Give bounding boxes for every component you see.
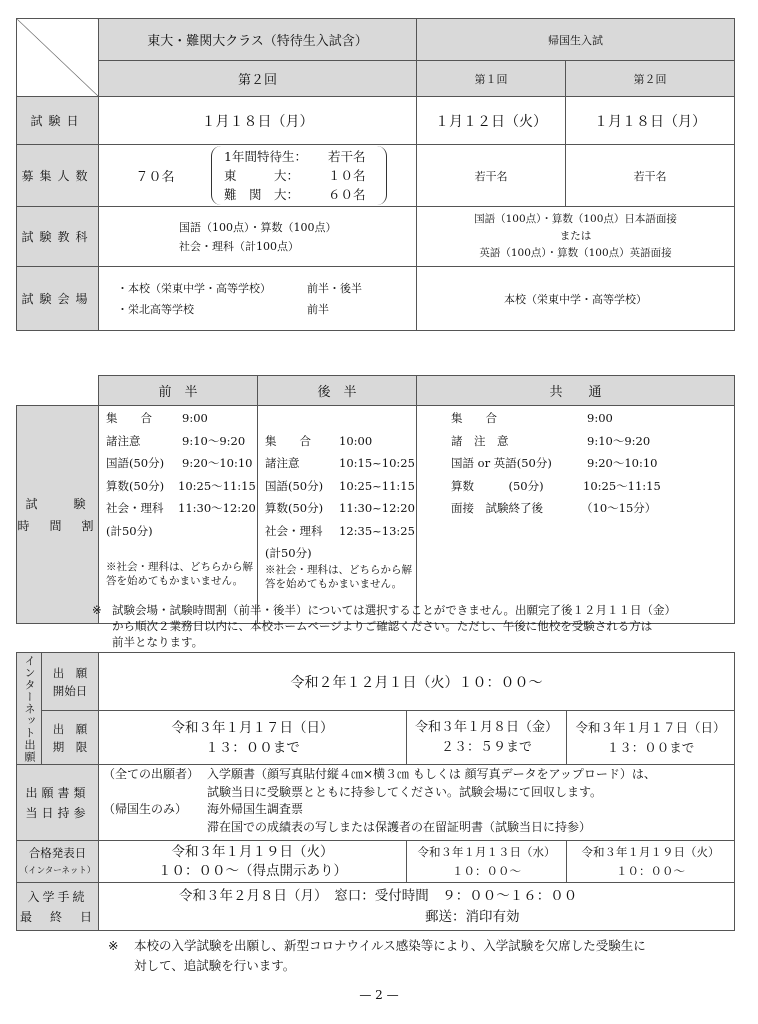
schedule-time: 9:00	[587, 411, 613, 425]
entrance-exam-overview-table	[16, 18, 735, 331]
capacity-value: １０名	[328, 168, 366, 183]
docs-all-line1: 入学願書（顔写真貼付縦４㎝×横３㎝ もしくは 顔写真データをアップロード）は、	[207, 767, 656, 781]
schedule-time: 9:10～9:20	[182, 433, 246, 448]
row-label-deadline-line1: 出 願	[52, 721, 88, 736]
row-label-documents	[17, 765, 99, 841]
deadline-kikoku-1-date: 令和３年１月８日（金）	[414, 719, 558, 735]
row-label-result-line1: 合格発表日	[28, 845, 87, 860]
schedule-item: (計50分)	[265, 546, 312, 560]
note2-text	[134, 936, 714, 976]
schedule-item: 算数(50分)	[265, 501, 324, 515]
row-label-subjects: 試験教科	[17, 207, 99, 267]
timetable-label-line1: 試 験	[25, 496, 90, 511]
capacity-kikoku-2: 若干名	[566, 145, 735, 207]
docs-kikoku-line1: 海外帰国生調査票	[207, 802, 304, 816]
row-label-venue: 試験会場	[17, 267, 99, 331]
row-label-deadline-line2: 期 限	[52, 739, 88, 754]
deadline-todai-date: 令和３年１月１７日（日）	[171, 719, 334, 736]
schedule-time: 10:25～11:15	[583, 478, 661, 493]
result-todai-time: １０：００～（得点開示あり）	[158, 862, 347, 879]
capacity-value: 若干名	[328, 149, 366, 164]
deadline-kikoku-1	[407, 711, 567, 765]
note1-text	[112, 602, 712, 650]
deadline-kikoku-2	[567, 711, 735, 765]
exam-date-kikoku-2: １月１８日（月）	[566, 97, 735, 145]
venue-sakaekita: ・栄北高等学校	[117, 302, 194, 316]
schedule-item: 集 合	[106, 411, 152, 425]
venue-todai	[99, 267, 417, 331]
note1-mark: ※	[92, 603, 102, 617]
schedule-time: 9:20～10:10	[587, 456, 658, 470]
schedule-item: 算数 (50分)	[451, 478, 544, 493]
subjects-todai-line1: 国語（100点）・算数（100点）	[179, 220, 337, 234]
note1-line2: から順次２業務日以内に、本校ホームページよりご確認ください。ただし、午後に他校を受験される方は	[112, 619, 653, 633]
capacity-key: 難 関 大：	[224, 187, 300, 202]
schedule-time: （10～15分）	[581, 501, 657, 515]
schedule-item: 国語 or 英語(50分)	[451, 456, 552, 470]
result-todai-date: 令和３年１月１９日（火）	[171, 843, 334, 860]
schedule-item: 社会・理科	[106, 501, 164, 515]
schedule-time: 10:00	[339, 433, 373, 448]
header-corner-cell	[17, 19, 99, 97]
row-label-deadline	[42, 711, 99, 765]
header-todai-round2: 第２回	[99, 61, 417, 97]
timetable-row-label	[17, 406, 99, 624]
row-label-start-line2: 開始日	[52, 683, 88, 698]
docs-kikoku-tag: （帰国生のみ）	[103, 802, 188, 816]
schedule-time: 12:35~13:25	[339, 523, 415, 538]
docs-all-tag: （全ての出願者）	[103, 767, 200, 781]
page-number: — 2 —	[359, 988, 399, 1002]
schedule-item: 国語(50分)	[106, 456, 165, 470]
schedule-item: 面接 試験終了後	[451, 501, 543, 515]
timetable-label-line2: 時 間 割	[17, 518, 98, 533]
enrollment-deadline-line1: 令和３年２月８日（月） 窓口：受付時間 ９：００～１６：００	[179, 887, 578, 904]
row-label-enrollment	[17, 883, 99, 931]
docs-all-line2: 試験当日に受験票とともに持参してください。試験会場にて回収します。	[207, 784, 603, 799]
header-todai-class: 東大・難関大クラス（特待生入試含）	[99, 19, 417, 61]
capacity-kikoku-1: 若干名	[417, 145, 566, 207]
timetable-kohan-note: ※社会・理科は、どちらから解答を始めてもかまいません。	[265, 563, 412, 590]
timetable-header-kohan: 後 半	[258, 376, 417, 406]
internet-application-label	[17, 653, 42, 765]
venue-kikoku: 本校（栄東中学・高等学校）	[417, 267, 735, 331]
capacity-breakdown	[211, 146, 387, 205]
timetable-zenhan	[99, 406, 258, 624]
row-label-documents-line2: 当日持参	[25, 805, 90, 820]
enrollment-deadline-line2: 郵送：消印有効	[425, 908, 520, 925]
exam-date-todai: １月１８日（月）	[99, 97, 417, 145]
subjects-kikoku-line3: 英語（100点）・算数（100点）英語面接	[479, 247, 672, 259]
timetable-kyotsu	[417, 406, 735, 624]
schedule-item: 諸 注 意	[451, 433, 509, 448]
venue-main-session: 前半・後半	[307, 281, 362, 295]
timetable-corner	[17, 376, 99, 406]
timetable-kohan	[258, 406, 417, 624]
venue-sakaekita-session: 前半	[307, 302, 329, 316]
application-start-date: 令和２年１２月１日（火）１０：００～	[99, 653, 735, 711]
result-kikoku-1-time: １０：００～	[452, 863, 521, 878]
note2-mark: ※	[108, 938, 119, 953]
header-kikoku-round1: 第１回	[417, 61, 566, 97]
result-kikoku-2-date: 令和３年１月１９日（火）	[581, 844, 720, 859]
schedule-item: 諸注意	[265, 456, 300, 470]
schedule-item: 諸注意	[106, 433, 141, 448]
row-label-start	[42, 653, 99, 711]
row-label-exam-date: 試験日	[17, 97, 99, 145]
deadline-todai	[99, 711, 407, 765]
header-kikoku: 帰国生入試	[417, 19, 735, 61]
deadline-kikoku-2-date: 令和３年１月１７日（日）	[575, 719, 726, 735]
deadline-todai-time: １３：００まで	[205, 739, 300, 756]
subjects-kikoku	[417, 207, 735, 267]
subjects-kikoku-line1: 国語（100点）・算数（100点）日本語面接	[474, 213, 677, 225]
schedule-item: 集 合	[265, 433, 311, 448]
result-kikoku-1	[407, 841, 567, 883]
capacity-value: ６０名	[328, 187, 366, 202]
subjects-todai	[99, 207, 417, 267]
schedule-time: 10:15~10:25	[339, 456, 415, 470]
row-label-result-line2: （インターネット）	[19, 865, 96, 876]
exam-timetable	[16, 375, 735, 624]
internet-application-text: インターネット出願	[23, 654, 36, 763]
schedule-item: 国語(50分)	[265, 478, 324, 493]
note1-line1: 試験会場・試験時間割（前半・後半）については選択することができません。出願完了後１２月１１日（金）	[112, 603, 676, 617]
note2-line1: 本校の入学試験を出願し、新型コロナウイルス感染等により、入学試験を欠席した受験生に	[134, 938, 646, 953]
row-label-result	[17, 841, 99, 883]
schedule-item: (計50分)	[106, 523, 153, 538]
row-label-start-line1: 出 願	[52, 665, 88, 680]
subjects-kikoku-line2: または	[559, 230, 592, 242]
venue-main-school: ・本校（栄東中学・高等学校）	[117, 281, 271, 295]
exam-date-kikoku-1: １月１２日（火）	[417, 97, 566, 145]
result-kikoku-2	[567, 841, 735, 883]
schedule-time: 10:25～11:15	[178, 478, 256, 493]
deadline-kikoku-1-time: ２３：５９まで	[440, 739, 532, 755]
schedule-item: 集 合	[451, 411, 497, 425]
row-label-capacity: 募集人数	[17, 145, 99, 207]
schedule-time: 9:20～10:10	[182, 456, 253, 470]
required-documents	[99, 765, 735, 841]
schedule-time: 10:25~11:15	[339, 478, 415, 493]
result-todai	[99, 841, 407, 883]
row-label-enrollment-line1: 入学手続	[27, 889, 88, 904]
schedule-time: 9:10～9:20	[587, 433, 651, 448]
capacity-todai	[99, 145, 417, 207]
timetable-header-kyotsu: 共 通	[417, 376, 735, 406]
result-kikoku-1-date: 令和３年１月１３日（水）	[417, 844, 556, 859]
docs-kikoku-line2: 滞在国での成績表の写しまたは保護者の在留証明書（試験当日に持参）	[207, 819, 592, 834]
schedule-item: 社会・理科	[265, 523, 323, 538]
capacity-key: 東 大：	[224, 168, 300, 183]
application-schedule-table	[16, 652, 735, 931]
capacity-total: ７０名	[135, 170, 175, 185]
enrollment-deadline	[99, 883, 735, 931]
row-label-enrollment-line2: 最 終 日	[19, 909, 95, 924]
note1-line3: 前半となります。	[112, 635, 204, 649]
row-label-documents-line1: 出願書類	[25, 785, 90, 800]
schedule-item: 算数(50分)	[106, 478, 165, 493]
timetable-zenhan-note: ※社会・理科は、どちらから解答を始めてもかまいません。	[106, 561, 253, 587]
schedule-time: 11:30～12:20	[178, 501, 256, 515]
note2-line2: 対して、追試験を行います。	[134, 958, 296, 973]
schedule-time: 11:30~12:20	[339, 501, 415, 515]
schedule-time: 9:00	[182, 411, 208, 425]
result-kikoku-2-time: １０：００～	[616, 863, 685, 878]
header-kikoku-round2: 第２回	[566, 61, 735, 97]
deadline-kikoku-2-time: １３：００まで	[606, 739, 695, 755]
subjects-todai-line2: 社会・理科（計100点）	[179, 239, 299, 253]
timetable-header-zenhan: 前 半	[99, 376, 258, 406]
capacity-key: 1年間特待生：	[224, 149, 307, 164]
